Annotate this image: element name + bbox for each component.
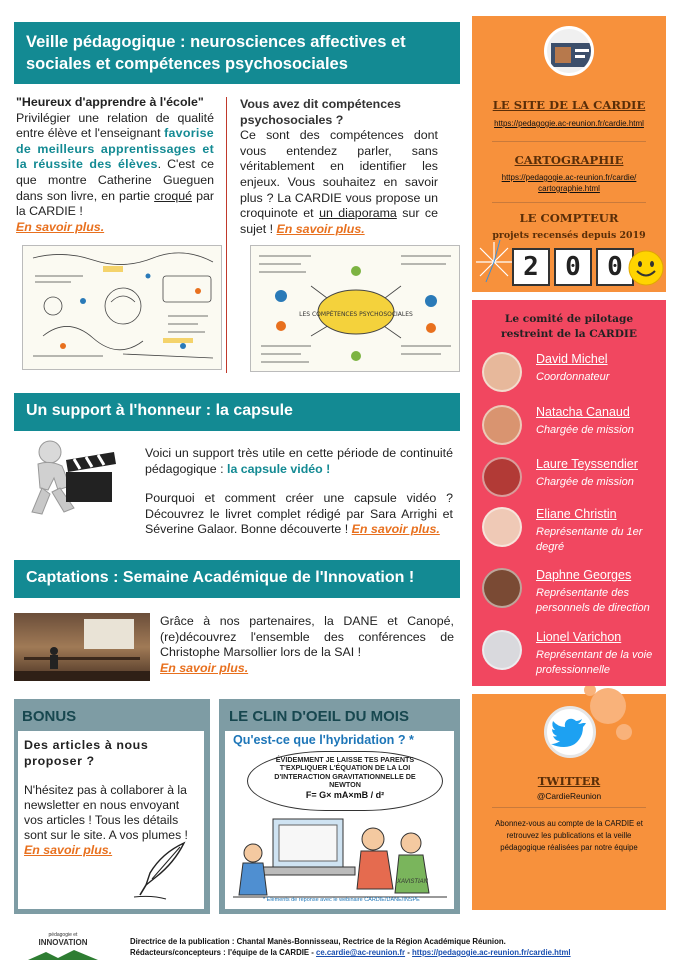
smiley-icon bbox=[628, 250, 664, 286]
member-role: Représentant de la voie professionnelle bbox=[536, 649, 653, 676]
twitter-handle[interactable]: @CardieReunion bbox=[536, 791, 602, 801]
capsule-p2-text: Pourquoi et comment créer une capsule vidéo ? Découvrez le livret complet rédigé par Sara Arrighi et Séverine Galaor. Bonne découverte ! bbox=[145, 491, 453, 537]
member-lionel-varichon[interactable] bbox=[472, 628, 666, 684]
member-name[interactable]: Daphne Georges bbox=[536, 568, 632, 582]
member-laure-teyssendier[interactable] bbox=[472, 455, 666, 511]
person-clapperboard-icon bbox=[18, 438, 138, 520]
column-divider bbox=[226, 97, 227, 373]
sketchnote-competences-image[interactable] bbox=[250, 245, 460, 372]
compteur-label: LE COMPTEUR bbox=[519, 211, 619, 225]
article-heureux-text2: . C'est ce que montre Catherine Gueguen dans son livre, en partie bbox=[16, 157, 214, 203]
counter-digit-2: 0 bbox=[554, 248, 592, 286]
member-name[interactable]: David Michel bbox=[536, 352, 608, 366]
sidebar-cardie-panel bbox=[472, 16, 666, 292]
section-veille-title-line2: sociales et compétences psychosociales bbox=[26, 55, 348, 73]
footer-credits bbox=[130, 936, 670, 958]
footer-logo bbox=[28, 932, 98, 962]
member-eliane-christin[interactable] bbox=[472, 505, 666, 561]
bonus-panel bbox=[14, 699, 210, 914]
cartoon-title: Qu'est-ce que l'hybridation ? * bbox=[233, 733, 414, 747]
article-heureux-more-link[interactable]: En savoir plus. bbox=[16, 219, 105, 234]
footer-line1: Directrice de la publication : Chantal Manès-Bonnisseau, Rectrice de la Région Académique Réunion. bbox=[130, 937, 506, 946]
cartoon-speech-bubble bbox=[247, 751, 443, 811]
captations-text-body: Grâce à nos partenaires, la DANE et Canopé, (re)découvrez l'ensemble des conférences de Christophe Marsollier lors de la SAI ! bbox=[160, 614, 454, 660]
croque-link[interactable]: croqué bbox=[154, 188, 193, 203]
cartographie-label[interactable]: CARTOGRAPHIE bbox=[514, 153, 624, 167]
avatar bbox=[482, 568, 522, 608]
member-role: Représentante des personnels de direction bbox=[536, 587, 650, 614]
article-heureux bbox=[16, 95, 214, 235]
committee-title bbox=[472, 312, 666, 342]
sketchnote-heureux-image[interactable] bbox=[22, 245, 222, 370]
fireworks-icon bbox=[474, 236, 514, 286]
site-cardie-label[interactable]: LE SITE DE LA CARDIE bbox=[492, 98, 646, 112]
diaporama-link[interactable]: un diaporama bbox=[319, 206, 397, 221]
article-competences bbox=[240, 97, 438, 237]
avatar bbox=[482, 507, 522, 547]
capsule-illustration bbox=[18, 438, 138, 520]
clin-oeil-title: LE CLIN D'OEIL DU MOIS bbox=[229, 708, 409, 725]
avatar bbox=[482, 457, 522, 497]
clin-oeil-panel bbox=[219, 699, 460, 914]
member-name[interactable]: Natacha Canaud bbox=[536, 405, 630, 419]
bonus-title: BONUS bbox=[22, 708, 77, 725]
quill-pen-icon bbox=[132, 839, 192, 901]
article-heureux-highlight: favorise de meilleurs apprentissages et la réussite des élèves bbox=[16, 126, 214, 172]
cartoon-signature: XAVISTIAN bbox=[397, 879, 429, 885]
counter-display bbox=[512, 248, 632, 286]
committee-title-line1: Le comité de pilotage bbox=[504, 313, 634, 325]
captations-text bbox=[160, 614, 454, 676]
section-capsule-title bbox=[14, 393, 460, 431]
cartoon-footnote: * Éléments de réponse avec le webinaire CARDIE/DANE/INSPE bbox=[263, 897, 420, 903]
sketchnote-competences-drawing bbox=[251, 246, 460, 372]
member-role: Chargée de mission bbox=[536, 424, 634, 436]
section-captations-title bbox=[14, 560, 460, 598]
section-veille-title-line1: Veille pédagogique : neurosciences affectives et bbox=[26, 33, 406, 51]
sidebar-committee-panel bbox=[472, 300, 666, 686]
member-name[interactable]: Eliane Christin bbox=[536, 507, 617, 521]
committee-title-line2: restreint de la CARDIE bbox=[501, 328, 637, 340]
bonus-heading: Des articles à nous proposer ? bbox=[24, 738, 149, 768]
article-heureux-text1: Privilégier une relation de qualité entre élève et l'enseignant bbox=[16, 110, 214, 141]
section-veille-title bbox=[14, 22, 460, 84]
divider-1 bbox=[492, 141, 646, 142]
counter-digit-1: 2 bbox=[512, 248, 550, 286]
footer-separator: - bbox=[405, 948, 413, 957]
site-cardie-url[interactable]: https://pedagogie.ac-reunion.fr/cardie.html bbox=[494, 119, 644, 128]
footer-url-link[interactable]: https://pedagogie.ac-reunion.fr/cardie.html bbox=[412, 948, 571, 957]
capsule-video-link[interactable]: la capsule vidéo ! bbox=[227, 461, 331, 476]
cardie-site-thumbnail[interactable] bbox=[544, 26, 594, 76]
cardie-thumbnail-drawing bbox=[547, 29, 594, 76]
member-natacha-canaud[interactable] bbox=[472, 403, 666, 459]
cartoon-drawing bbox=[233, 809, 447, 901]
member-role: Coordonnateur bbox=[536, 371, 610, 383]
article-heureux-text3: par la CARDIE ! bbox=[16, 188, 214, 219]
sketchnote-competences-label: LES COMPÉTENCES PSYCHOSOCIALES bbox=[299, 311, 413, 318]
member-role: Chargée de mission bbox=[536, 476, 634, 488]
captations-more-link[interactable]: En savoir plus. bbox=[160, 660, 249, 675]
divider-3 bbox=[492, 807, 646, 808]
twitter-label[interactable]: TWITTER bbox=[537, 774, 601, 788]
article-competences-more-link[interactable]: En savoir plus. bbox=[276, 221, 365, 236]
bonus-more-link[interactable]: En savoir plus. bbox=[24, 843, 113, 857]
logo-mountain-icon bbox=[28, 950, 98, 960]
conference-photo-drawing bbox=[14, 613, 150, 681]
member-name[interactable]: Laure Teyssendier bbox=[536, 457, 638, 471]
footer-line2 bbox=[130, 947, 670, 958]
capsule-text bbox=[145, 446, 453, 538]
capsule-more-link[interactable]: En savoir plus. bbox=[351, 522, 440, 537]
sidebar-twitter-panel bbox=[472, 694, 666, 910]
twitter-logo[interactable] bbox=[544, 706, 596, 758]
member-name[interactable]: Lionel Varichon bbox=[536, 630, 622, 644]
member-role: Représentante du 1er degré bbox=[536, 526, 643, 553]
bonus-card bbox=[18, 731, 204, 909]
bonus-text: N'hésitez pas à collaborer à la newsletter en nous envoyant vos articles ! Tous les détails sont sur le site. A vos plumes ! bbox=[24, 783, 188, 842]
sketchnote-heureux-drawing bbox=[23, 246, 222, 370]
avatar bbox=[482, 352, 522, 392]
counter-digit-3: 0 bbox=[596, 248, 634, 286]
cartoon-bubble-text: ÉVIDEMMENT JE LAISSE TES PARENTS T'EXPLIQUER L'ÉQUATION DE LA LOI D'INTERACTION GRAVITATIONNELLE DE NEWTON bbox=[274, 755, 416, 790]
cartoon-formula: F= G× mA×mB / d² bbox=[305, 789, 385, 800]
article-competences-heading: Vous avez dit compétences psychosociales ? bbox=[240, 97, 401, 127]
compteur-subtitle: projets recensés depuis 2019 bbox=[492, 230, 646, 241]
member-daphne-georges[interactable] bbox=[472, 566, 666, 622]
capsule-p1 bbox=[145, 446, 453, 477]
section-captations-title-text: Captations : Semaine Académique de l'Innovation ! bbox=[26, 569, 415, 586]
section-capsule-title-text: Un support à l'honneur : la capsule bbox=[26, 402, 293, 419]
capsule-p2 bbox=[145, 491, 453, 538]
conference-photo[interactable] bbox=[14, 613, 150, 681]
article-competences-text2: sur ce sujet ! bbox=[240, 206, 438, 236]
avatar bbox=[482, 630, 522, 670]
divider-2 bbox=[492, 202, 646, 203]
member-david-michel[interactable] bbox=[472, 350, 666, 406]
cartographie-url-line2[interactable]: cartographie.html bbox=[538, 184, 600, 193]
footer-line2-text: Rédacteurs/concepteurs : l'équipe de la CARDIE - bbox=[130, 948, 316, 957]
footer-logo-top: pédagogie et bbox=[48, 932, 78, 938]
twitter-bird-icon bbox=[547, 709, 593, 755]
article-heureux-heading: "Heureux d'apprendre à l'école" bbox=[16, 95, 204, 109]
footer-logo-text: INNOVATION bbox=[38, 938, 88, 947]
avatar bbox=[482, 405, 522, 445]
article-competences-text1: Ce sont des compétences dont vous entendez parler, sans véritablement en identifier les enjeux. Vous souhaitez en savoir plus ? La CARDIE vous propose un croquinote et bbox=[240, 128, 438, 221]
cartographie-url-line1[interactable]: https://pedagogie.ac-reunion.fr/cardie/ bbox=[501, 173, 637, 182]
capsule-p1-text: Voici un support très utile en cette période de continuité pédagogique : bbox=[145, 446, 453, 476]
footer-email-link[interactable]: ce.cardie@ac-reunion.fr bbox=[316, 948, 406, 957]
twitter-description: Abonnez-vous au compte de la CARDIE et retrouvez les publications et la veille pédagogique réalisées par notre équipe bbox=[495, 819, 643, 852]
clin-oeil-cartoon[interactable] bbox=[225, 731, 454, 909]
